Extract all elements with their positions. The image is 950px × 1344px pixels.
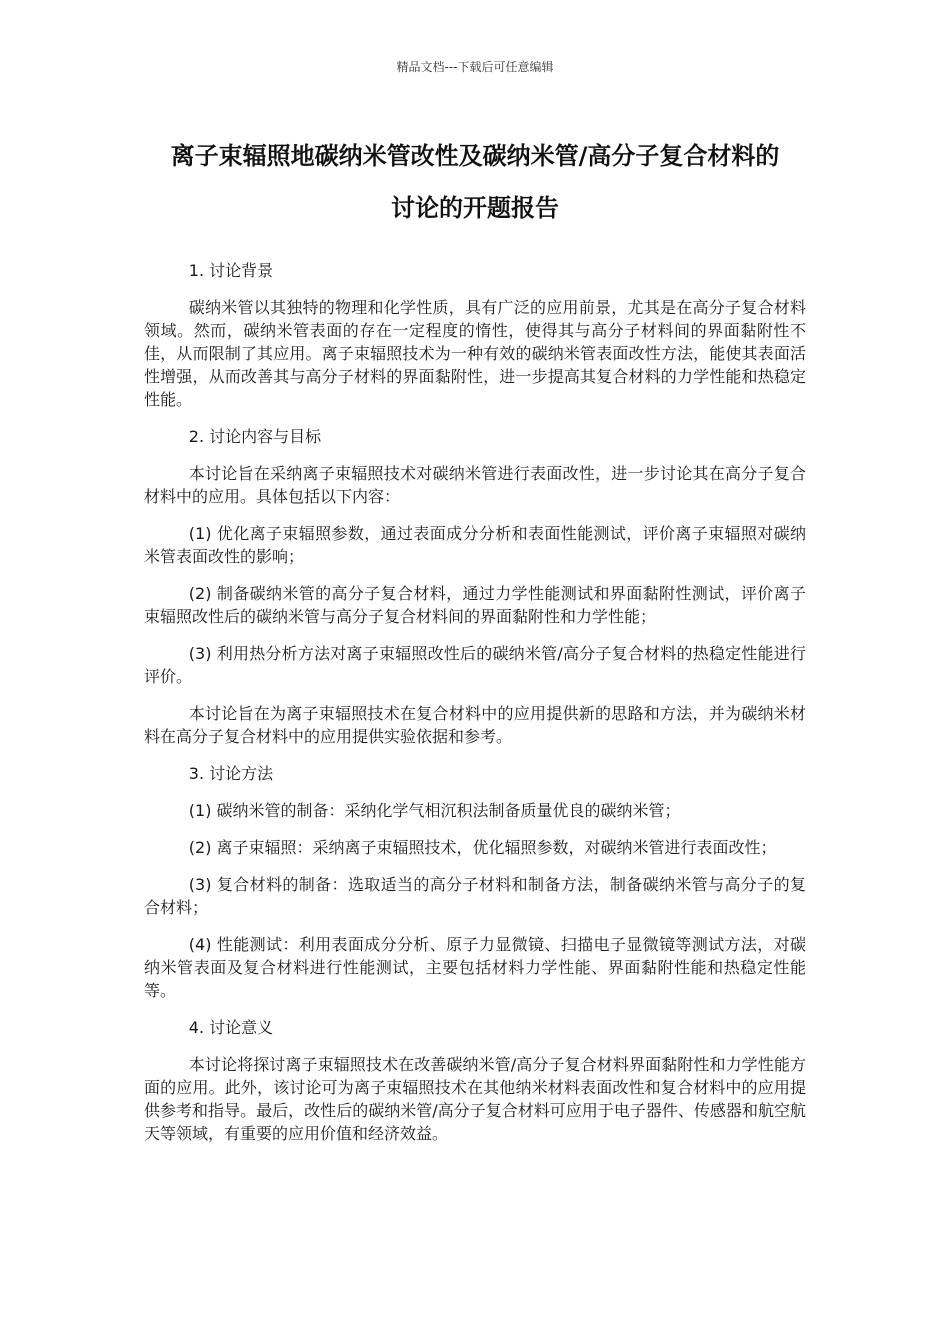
paragraph: 本讨论旨在采纳离子束辐照技术对碳纳米管进行表面改性，进一步讨论其在高分子复合材料中的应用。具体包括以下内容： [144, 464, 806, 506]
list-item: (3) 利用热分析方法对离子束辐照改性后的碳纳米管/高分子复合材料的热稳定性能进行评价。 [144, 644, 806, 686]
section-heading-content-goals: 2. 讨论内容与目标 [188, 427, 322, 446]
paragraph: 碳纳米管以其独特的物理和化学性质，具有广泛的应用前景，尤其是在高分子复合材料领域。然而，碳纳米管表面的存在一定程度的惰性，使得其与高分子材料间的界面黏附性不佳，从而限制了其应用。离子束辐照技术为一种有效的碳纳米管表面改性方法，能使其表面活性增强，从而改善其与高分子材料的界面黏附性，进一步提高其复合材料的力学性能和热稳定性能。 [144, 298, 806, 409]
list-item: (3) 复合材料的制备：选取适当的高分子材料和制备方法，制备碳纳米管与高分子的复合材料； [144, 875, 806, 917]
list-item: (4) 性能测试：利用表面成分分析、原子力显微镜、扫描电子显微镜等测试方法，对碳纳米管表面及复合材料进行性能测试，主要包括材料力学性能、界面黏附性能和热稳定性能等。 [144, 935, 806, 1000]
document-body [144, 259, 806, 1159]
list-item: (2) 制备碳纳米管的高分子复合材料，通过力学性能测试和界面黏附性测试，评价离子束辐照改性后的碳纳米管与高分子复合材料间的界面黏附性和力学性能； [144, 584, 806, 626]
section-heading-methods: 3. 讨论方法 [188, 764, 274, 783]
list-item: (1) 优化离子束辐照参数，通过表面成分分析和表面性能测试，评价离子束辐照对碳纳米管表面改性的影响； [144, 524, 806, 566]
title-line-2: 讨论的开题报告 [391, 194, 559, 222]
document-title [120, 130, 830, 234]
list-item: (1) 碳纳米管的制备：采纳化学气相沉积法制备质量优良的碳纳米管； [188, 801, 681, 820]
paragraph: 本讨论旨在为离子束辐照技术在复合材料中的应用提供新的思路和方法，并为碳纳米材料在高分子复合材料中的应用提供实验依据和参考。 [144, 704, 806, 746]
paragraph: 本讨论将探讨离子束辐照技术在改善碳纳米管/高分子复合材料界面黏附性和力学性能方面的应用。此外，该讨论可为离子束辐照技术在其他纳米材料表面改性和复合材料中的应用提供参考和指导。最后，改性后的碳纳米管/高分子复合材料可应用于电子器件、传感器和航空航天等领域，有重要的应用价值和经济效益。 [144, 1055, 806, 1143]
list-item: (2) 离子束辐照：采纳离子束辐照技术，优化辐照参数，对碳纳米管进行表面改性； [188, 838, 777, 857]
section-heading-significance: 4. 讨论意义 [188, 1018, 274, 1037]
title-line-1: 离子束辐照地碳纳米管改性及碳纳米管/高分子复合材料的 [170, 142, 780, 170]
section-heading-background: 1. 讨论背景 [188, 261, 274, 280]
header-note: 精品文档---下载后可任意编辑 [396, 60, 554, 74]
